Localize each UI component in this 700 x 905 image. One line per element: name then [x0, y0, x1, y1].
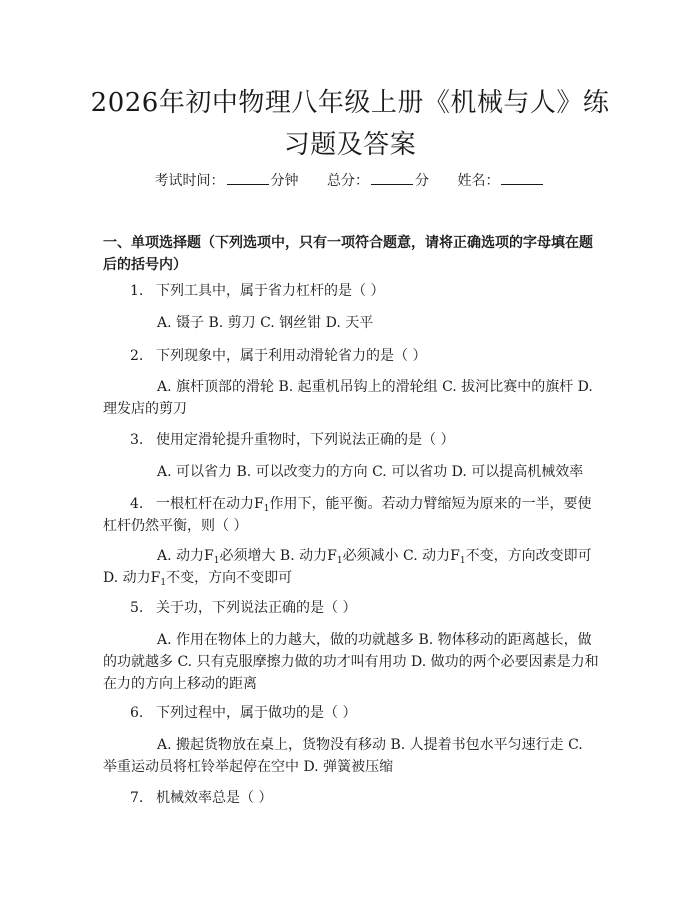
question-stem: 下列工具中，属于省力杠杆的是（ ） — [156, 283, 385, 299]
total-score-blank[interactable] — [371, 170, 413, 185]
question-5-options: A. 作用在物体上的力越大，做的功就越多 B. 物体移动的距离越长，做的功就越多 C. 只有克服摩擦力做的功才叫有用功 D. 做功的两个必要因素是力和在力的方向上移动的距离 — [103, 632, 599, 692]
subscript: 1 — [459, 556, 466, 566]
document-title: 2026年初中物理八年级上册《机械与人》练习题及答案 — [90, 88, 610, 160]
student-name-label: 姓名： — [457, 173, 500, 189]
option-text: 必须减小 C. 动力F — [342, 548, 460, 564]
exam-time-blank[interactable] — [227, 170, 269, 185]
exam-time-label: 考试时间： — [154, 173, 225, 189]
question-7 — [103, 787, 600, 809]
question-stem-part: 一根杠杆在动力F — [156, 496, 264, 512]
question-1 — [103, 280, 600, 302]
question-4 — [103, 493, 600, 537]
total-score-unit: 分 — [415, 173, 429, 189]
question-stem: 下列现象中，属于利用动滑轮省力的是（ ） — [156, 348, 427, 364]
section-heading: 一、单项选择题（下列选项中，只有一项符合题意，请将正确选项的字母填在题后的括号内） — [103, 235, 593, 273]
question-stem: 机械效率总是（ ） — [156, 790, 273, 806]
question-number: 3. — [130, 432, 144, 448]
question-number: 5. — [130, 600, 144, 616]
question-number: 1. — [130, 283, 144, 299]
question-stem: 关于功，下列说法正确的是（ ） — [156, 600, 357, 616]
subscript: 1 — [263, 504, 270, 514]
total-score-label: 总分： — [327, 173, 369, 189]
question-3 — [103, 429, 600, 451]
student-name — [457, 170, 545, 191]
question-3-options: A. 可以省力 B. 可以改变力的方向 C. 可以省功 D. 可以提高机械效率 — [157, 464, 584, 480]
exam-time-unit: 分钟 — [270, 173, 299, 189]
option-text: 必须增大 B. 动力F — [219, 548, 337, 564]
exam-meta — [0, 170, 700, 191]
question-2 — [103, 345, 600, 367]
student-name-blank[interactable] — [501, 170, 543, 185]
subscript: 1 — [160, 578, 167, 588]
question-stem-part: 作用下，能平衡。若动力臂缩短为原来的一半，要使杠杆仍然平衡，则（ ） — [103, 496, 592, 534]
option-text: A. 动力F — [157, 548, 214, 564]
question-number: 7. — [130, 790, 144, 806]
question-number: 2. — [130, 348, 144, 364]
question-stem: 使用定滑轮提升重物时，下列说法正确的是（ ） — [156, 432, 455, 448]
question-stem: 下列过程中，属于做功的是（ ） — [156, 705, 357, 721]
question-5 — [103, 597, 600, 619]
question-6 — [103, 702, 600, 724]
question-4-options — [103, 545, 600, 589]
option-text: 不变，方向不变即可 — [166, 570, 293, 586]
question-2-options: A. 旗杆顶部的滑轮 B. 起重机吊钩上的滑轮组 C. 拔河比赛中的旗杆 D. 理发店的剪刀 — [103, 379, 593, 417]
question-6-options: A. 搬起货物放在桌上，货物没有移动 B. 人提着书包水平匀速行走 C. 举重运动员将杠铃举起停在空中 D. 弹簧被压缩 — [103, 737, 583, 775]
subscript: 1 — [336, 556, 343, 566]
total-score — [327, 170, 429, 191]
subscript: 1 — [213, 556, 220, 566]
question-number: 4. — [130, 496, 144, 512]
option-text: 不变，方向改变即可 D. 动力F — [103, 548, 592, 586]
exam-time — [155, 170, 299, 191]
question-1-options: A. 镊子 B. 剪刀 C. 钢丝钳 D. 天平 — [157, 315, 374, 331]
question-number: 6. — [130, 705, 144, 721]
